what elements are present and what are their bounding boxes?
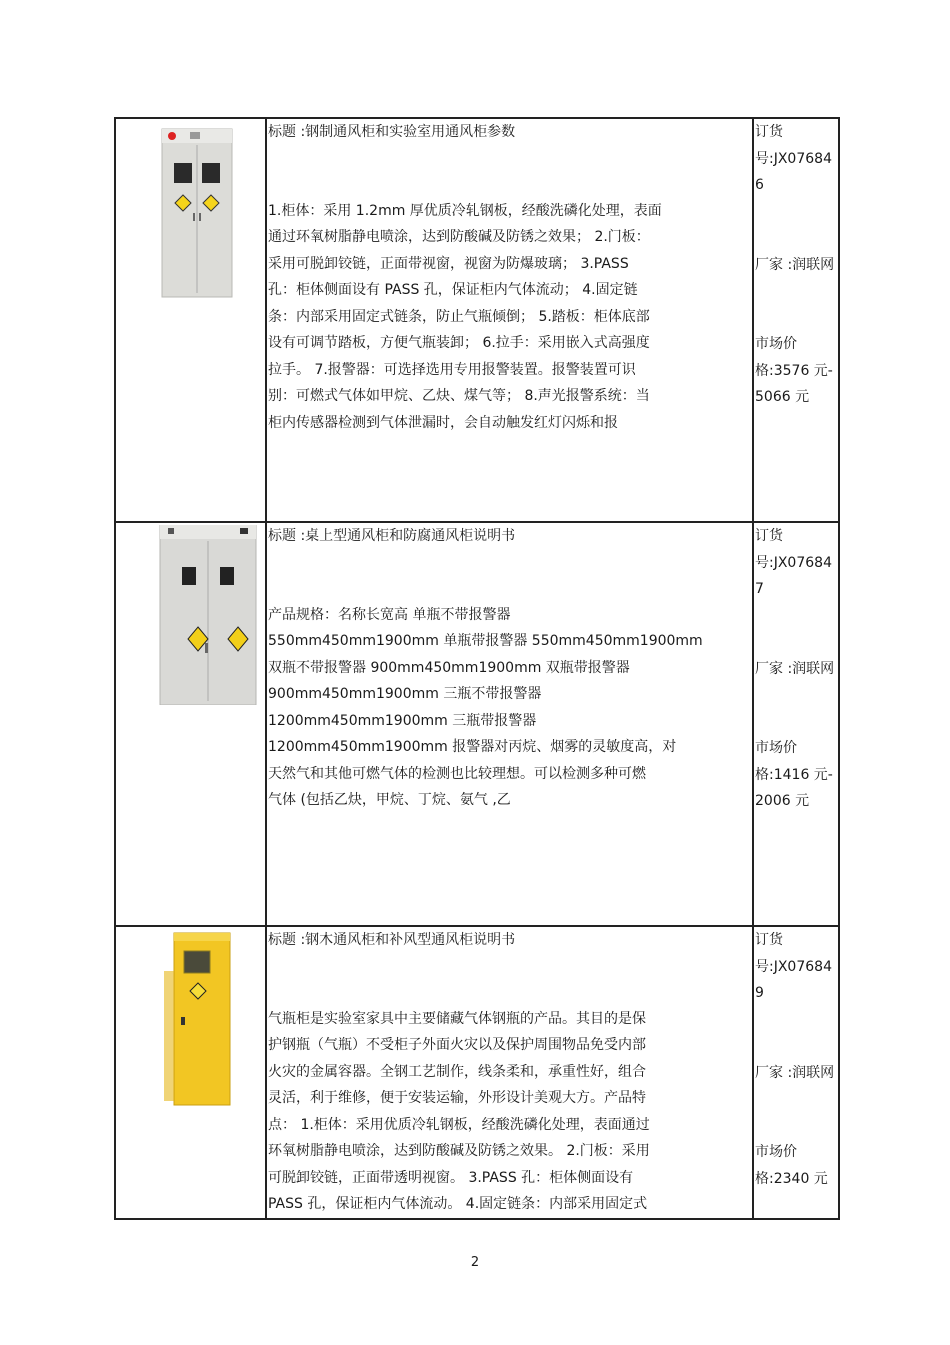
- product-title: 标题 :钢木通风柜和补风型通风柜说明书: [268, 932, 516, 948]
- product-description: [268, 1006, 752, 1218]
- description-line: 别：可燃式气体如甲烷、乙炔、煤气等； 8.声光报警系统：当: [268, 388, 650, 404]
- product-title: 标题 :桌上型通风柜和防腐通风柜说明书: [268, 528, 516, 544]
- description-line: 气瓶柜是实验室家具中主要储藏气体钢瓶的产品。其目的是保: [268, 1010, 646, 1027]
- description-line: 灵活，利于维修，便于安装运输，外形设计美观大方。产品特: [268, 1090, 646, 1106]
- description-line: 1200mm450mm1900mm 报警器对丙烷、烟雾的灵敏度高，对: [268, 739, 677, 755]
- product-description: [268, 198, 752, 437]
- description-line: 拉手。 7.报警器：可选择选用专用报警装置。报警装置可识: [268, 361, 636, 378]
- description-line: 环氧树脂静电喷涂，达到防酸碱及防锈之效果。 2.门板：采用: [268, 1143, 650, 1159]
- description-line: 柜内传感器检测到气体泄漏时，会自动触发红灯闪烁和报: [268, 414, 618, 431]
- product-table: [114, 117, 840, 1220]
- manufacturer: 厂家 :润联网: [755, 1064, 835, 1081]
- description-line: 通过环氧树脂静电喷涂，达到防酸碱及防锈之效果； 2.门板：: [268, 229, 650, 245]
- description-cell: [266, 118, 753, 522]
- description-line: 设有可调节踏板，方便气瓶装卸； 6.拉手：采用嵌入式高强度: [268, 335, 650, 351]
- meta-cell: [753, 522, 839, 926]
- description-line: 1200mm450mm1900mm 三瓶带报警器: [268, 712, 537, 729]
- manufacturer: 厂家 :润联网: [755, 660, 835, 677]
- product-image-cell: [115, 926, 266, 1219]
- table-row: [115, 522, 839, 926]
- description-line: 条：内部采用固定式链条，防止气瓶倾倒； 5.踏板：柜体底部: [268, 308, 650, 325]
- price-value: 格:3576 元-5066 元: [755, 362, 833, 405]
- order-label: 订货: [755, 528, 783, 544]
- description-line: 点： 1.柜体：采用优质冷轧钢板，经酸洗磷化处理，表面通过: [268, 1116, 650, 1133]
- meta-cell: [753, 926, 839, 1219]
- description-cell: [266, 522, 753, 926]
- order-number: 号:JX076849: [755, 958, 832, 1001]
- table-row: [115, 926, 839, 1219]
- description-line: 气体 (包括乙炔，甲烷、丁烷、氨气 ,乙: [268, 792, 511, 808]
- price-value: 格:1416 元-2006 元: [755, 766, 833, 809]
- order-number: 号:JX076846: [755, 150, 832, 193]
- page-number: 2: [470, 1255, 480, 1270]
- meta-cell: [753, 118, 839, 522]
- price-value: 格:2340 元: [755, 1170, 828, 1187]
- description-line: 天然气和其他可燃气体的检测也比较理想。可以检测多种可燃: [268, 765, 646, 782]
- description-line: 孔：柜体侧面设有 PASS 孔，保证柜内气体流动； 4.固定链: [268, 282, 638, 298]
- double-gas-cabinet-image: [160, 125, 234, 300]
- tabletop-gas-cabinet-image: [158, 525, 258, 705]
- product-title: 标题 :钢制通风柜和实验室用通风柜参数: [268, 124, 516, 140]
- product-description: [268, 602, 752, 814]
- description-line: 护钢瓶（气瓶）不受柜子外面火灾以及保护周围物品免受内部: [268, 1037, 646, 1053]
- description-line: 550mm450mm1900mm 单瓶带报警器 550mm450mm1900mm: [268, 633, 703, 649]
- description-line: 900mm450mm1900mm 三瓶不带报警器: [268, 686, 542, 702]
- manufacturer: 厂家 :润联网: [755, 256, 835, 273]
- description-line: 火灾的金属容器。全钢工艺制作，线条柔和，承重性好，组合: [268, 1063, 646, 1080]
- order-number: 号:JX076847: [755, 554, 832, 597]
- product-image-cell: [115, 118, 266, 522]
- description-line: 采用可脱卸铰链，正面带视窗，视窗为防爆玻璃； 3.PASS: [268, 255, 629, 272]
- order-label: 订货: [755, 124, 783, 140]
- description-line: 产品规格：名称长宽高 单瓶不带报警器: [268, 606, 511, 623]
- description-line: 可脱卸铰链，正面带透明视窗。 3.PASS 孔：柜体侧面设有: [268, 1169, 634, 1186]
- product-image-cell: [115, 522, 266, 926]
- price-label: 市场价: [755, 740, 797, 756]
- description-line: 1.柜体：采用 1.2mm 厚优质冷轧钢板，经酸洗磷化处理，表面: [268, 202, 662, 219]
- price-label: 市场价: [755, 336, 797, 352]
- description-line: 双瓶不带报警器 900mm450mm1900mm 双瓶带报警器: [268, 659, 630, 676]
- price-label: 市场价: [755, 1144, 797, 1160]
- table-row: [115, 118, 839, 522]
- order-label: 订货: [755, 932, 783, 948]
- description-cell: [266, 926, 753, 1219]
- description-line: PASS 孔，保证柜内气体流动。 4.固定链条：内部采用固定式: [268, 1196, 648, 1212]
- yellow-gas-cabinet-image: [156, 931, 236, 1109]
